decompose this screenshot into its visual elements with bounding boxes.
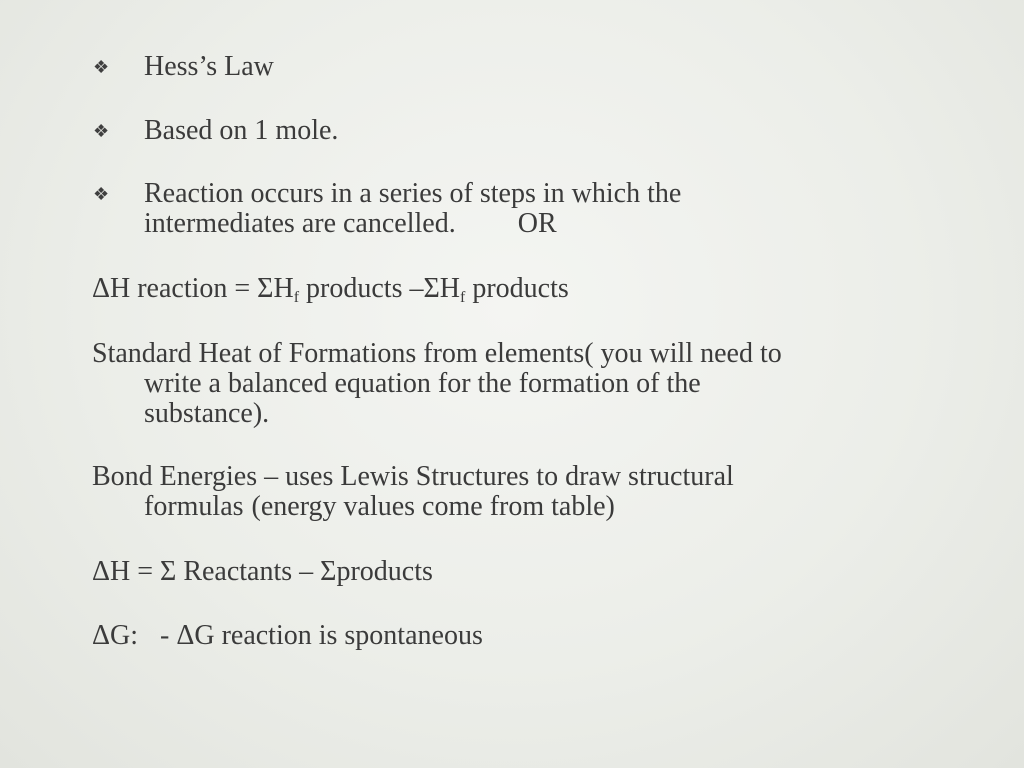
gibbs-line bbox=[92, 621, 483, 651]
standard-heat-line3: substance). bbox=[144, 398, 270, 429]
enthalpy-part1: ΔH reaction = ΣH bbox=[92, 273, 294, 304]
enthalpy-equation bbox=[92, 274, 569, 304]
subscript-f: f bbox=[293, 289, 300, 306]
or-text: OR bbox=[517, 208, 557, 239]
gibbs-label: ΔG: bbox=[92, 620, 139, 651]
energy-values-text: (energy values come from table) bbox=[251, 491, 615, 522]
bond-energies-line2 bbox=[144, 492, 615, 522]
standard-heat-line1: Standard Heat of Formations from elements( you will need to bbox=[92, 338, 782, 369]
bullet-reaction-steps-line1: Reaction occurs in a series of steps in which the bbox=[144, 178, 682, 209]
formulas-text: formulas bbox=[144, 491, 244, 522]
bullet-based-on-mole: Based on 1 mole. bbox=[144, 115, 339, 146]
standard-heat-line2: write a balanced equation for the formation of the bbox=[144, 368, 701, 399]
enthalpy-part3: products bbox=[465, 273, 569, 304]
bullet-hess-law: Hess’s Law bbox=[144, 51, 274, 82]
diamond-bullet-icon: ❖ bbox=[93, 121, 110, 141]
diamond-bullet-icon: ❖ bbox=[93, 57, 110, 77]
intermediates-text: intermediates are cancelled. bbox=[144, 208, 456, 239]
diamond-bullet-icon: ❖ bbox=[93, 184, 110, 204]
bullet-reaction-steps-line2 bbox=[144, 209, 557, 239]
bond-equation: ΔH = Σ Reactants – Σproducts bbox=[92, 556, 433, 587]
enthalpy-part2: products –ΣH bbox=[299, 273, 460, 304]
gibbs-text: - ΔG reaction is spontaneous bbox=[160, 620, 483, 651]
bond-energies-line1: Bond Energies – uses Lewis Structures to draw structural bbox=[92, 461, 734, 492]
subscript-f: f bbox=[459, 289, 466, 306]
